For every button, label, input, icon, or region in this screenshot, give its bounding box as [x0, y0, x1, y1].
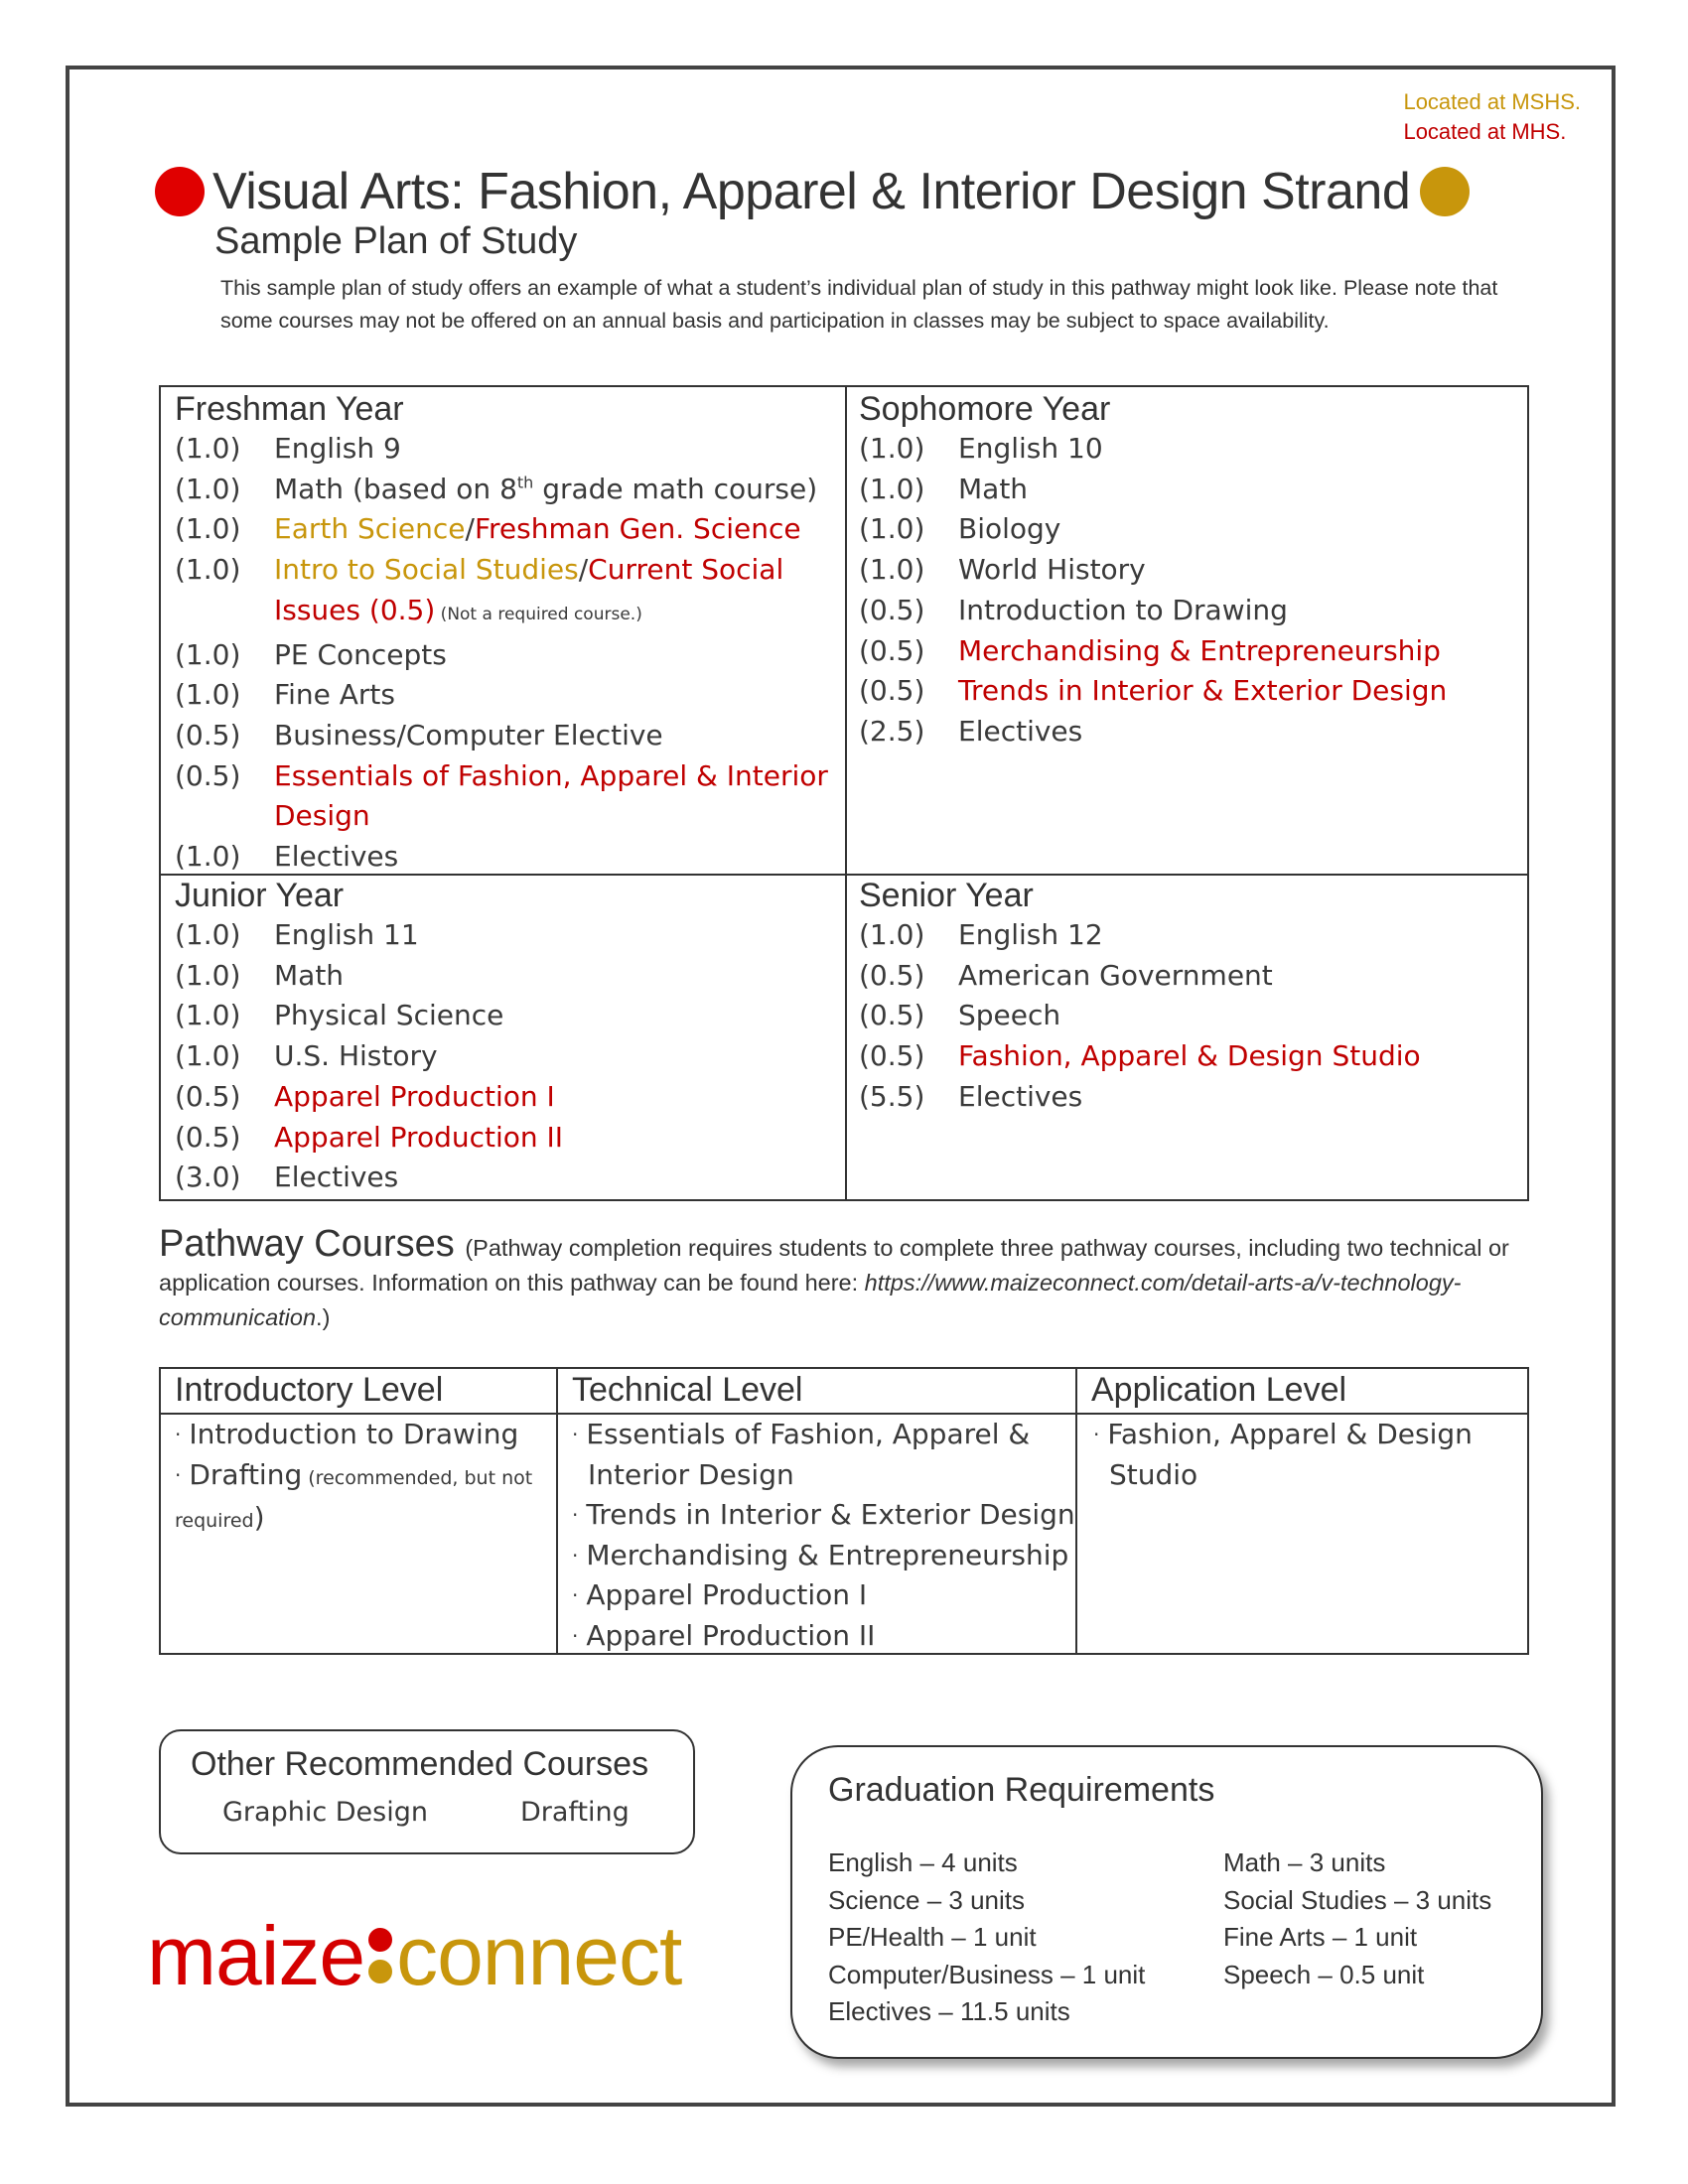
technical-level-column [558, 1369, 1075, 1653]
requirement-item: Computer/Business – 1 unit [828, 1959, 1146, 1989]
course-row: (1.0) English 12 [859, 918, 1103, 951]
other-recommended-courses [159, 1729, 695, 1854]
plan-of-study-table [159, 385, 1529, 1201]
requirement-item: Social Studies – 3 units [1223, 1884, 1492, 1915]
pathway-title: Pathway Courses [159, 1223, 455, 1265]
requirement-item: Science – 3 units [828, 1884, 1026, 1915]
requirement-item: PE/Health – 1 unit [828, 1922, 1037, 1952]
course-row: (0.5) American Government [859, 958, 1273, 992]
pathway-link[interactable]: https://www.maizeconnect.com/detail-arts-a/v-technology-communication [159, 1270, 1462, 1330]
junior-course-list [175, 915, 830, 1198]
pathway-levels-table [159, 1367, 1529, 1655]
requirement-item: English – 4 units [828, 1847, 1018, 1877]
list-item: · Introduction to Drawing [175, 1418, 519, 1450]
legend-mshs: Located at MSHS. [1403, 89, 1581, 114]
location-legend [1403, 87, 1581, 147]
requirement-item: Speech – 0.5 unit [1223, 1959, 1425, 1989]
page-title: Visual Arts: Fashion, Apparel & Interior Design Strand [212, 163, 1411, 220]
junior-year-cell [175, 876, 830, 1198]
course-row: (1.0) Earth Science/Freshman Gen. Science [175, 512, 801, 546]
list-item: · Trends in Interior & Exterior Design [572, 1498, 1075, 1531]
course-row: (1.0) Fine Arts [175, 678, 395, 712]
course-row: (1.0) Math (based on 8th grade math course) [175, 472, 818, 505]
senior-heading: Senior Year [859, 877, 1034, 914]
course-row: (1.0) Physical Science [175, 999, 504, 1032]
list-item: · Drafting (recommended, but not required) [175, 1457, 533, 1534]
graduation-requirements [790, 1745, 1543, 2059]
course-row: (1.0) Intro to Social Studies/Current Social Issues (0.5) (Not a required course.) [175, 553, 784, 626]
course-row: (1.0) English 9 [175, 432, 401, 465]
course-row: (1.0) Electives [175, 840, 399, 874]
application-heading: Application Level [1091, 1371, 1347, 1409]
logo-dots-icon [368, 1928, 392, 1983]
list-item: · Merchandising & Entrepreneurship [572, 1538, 1069, 1571]
pathway-description: (Pathway completion requires students to complete three pathway courses, including two technical or application courses. Information on this pathway can be found here: [159, 1235, 1509, 1296]
course-row: (0.5) Trends in Interior & Exterior Design [859, 674, 1448, 708]
course-row: (1.0) Math [859, 472, 1029, 505]
introductory-level-column [161, 1369, 556, 1653]
course-row: (3.0) Electives [175, 1160, 399, 1194]
course-row: (0.5) Introduction to Drawing [859, 593, 1288, 626]
list-item: · Apparel Production I [572, 1578, 868, 1611]
graduation-title: Graduation Requirements [828, 1771, 1215, 1809]
technical-heading: Technical Level [572, 1371, 803, 1409]
junior-heading: Junior Year [175, 877, 345, 914]
requirement-item: Math – 3 units [1223, 1847, 1386, 1877]
requirement-item: Electives – 11.5 units [828, 1996, 1070, 2026]
other-courses-title: Other Recommended Courses [191, 1745, 649, 1783]
list-item: · Essentials of Fashion, Apparel & Interior Design [572, 1418, 1031, 1491]
course-row: (1.0) English 11 [175, 918, 419, 951]
course-row: (1.0) English 10 [859, 432, 1103, 465]
course-row: (1.0) U.S. History [175, 1039, 438, 1073]
title-row [155, 157, 1495, 226]
course-row: (0.5) Essentials of Fashion, Apparel & Interior Design [175, 758, 828, 833]
freshman-heading: Freshman Year [175, 390, 404, 428]
course-row: (5.5) Electives [859, 1079, 1083, 1113]
application-level-column [1077, 1369, 1529, 1653]
senior-year-cell [859, 876, 1514, 1118]
list-item: · Fashion, Apparel & Design Studio [1093, 1418, 1473, 1491]
course-row: (0.5) Apparel Production II [175, 1120, 564, 1154]
page-subtitle: Sample Plan of Study [214, 220, 578, 262]
course-row: (2.5) Electives [859, 714, 1083, 748]
course-row: (0.5) Fashion, Apparel & Design Studio [859, 1039, 1421, 1073]
graduation-right-column [1223, 1844, 1491, 1993]
course-row: (0.5) Business/Computer Elective [175, 718, 663, 751]
freshman-year-cell [175, 389, 830, 878]
pathway-courses-section: Pathway Courses (Pathway completion requires students to complete three pathway courses, including two technical or application courses. Information on this pathway can be found here: https://www.maizeconnect.com/detail-arts-a/v-technology-communication.) [159, 1223, 1509, 1330]
course-row: (1.0) World History [859, 553, 1146, 587]
gold-dot-icon [1420, 167, 1470, 216]
course-row: (0.5) Apparel Production I [175, 1079, 555, 1113]
maizeconnect-logo: maize connect [147, 1908, 682, 2002]
list-item: · Apparel Production II [572, 1618, 876, 1652]
sophomore-course-list [859, 429, 1514, 752]
intro-paragraph: This sample plan of study offers an example of what a student’s individual plan of study in this pathway might look like. Please note that some courses may not be offered on an annual basis and participation in classes may be subject to space availability. [220, 276, 1498, 333]
graduation-left-column [828, 1844, 1145, 2031]
course-row: (1.0) Math [175, 958, 345, 992]
course-row: (1.0) PE Concepts [175, 637, 447, 671]
sophomore-year-cell [859, 389, 1514, 752]
introductory-heading: Introductory Level [175, 1371, 444, 1409]
course-row: (1.0) Biology [859, 512, 1061, 546]
course-row: (0.5) Merchandising & Entrepreneurship [859, 633, 1441, 667]
course-row: (0.5) Speech [859, 999, 1061, 1032]
requirement-item: Fine Arts – 1 unit [1223, 1922, 1418, 1952]
sophomore-heading: Sophomore Year [859, 390, 1111, 428]
other-course-drafting: Drafting [520, 1797, 630, 1828]
legend-mhs: Located at MHS. [1403, 119, 1567, 144]
red-dot-icon [155, 167, 205, 216]
senior-course-list [859, 915, 1514, 1118]
other-course-graphic-design: Graphic Design [222, 1797, 428, 1828]
